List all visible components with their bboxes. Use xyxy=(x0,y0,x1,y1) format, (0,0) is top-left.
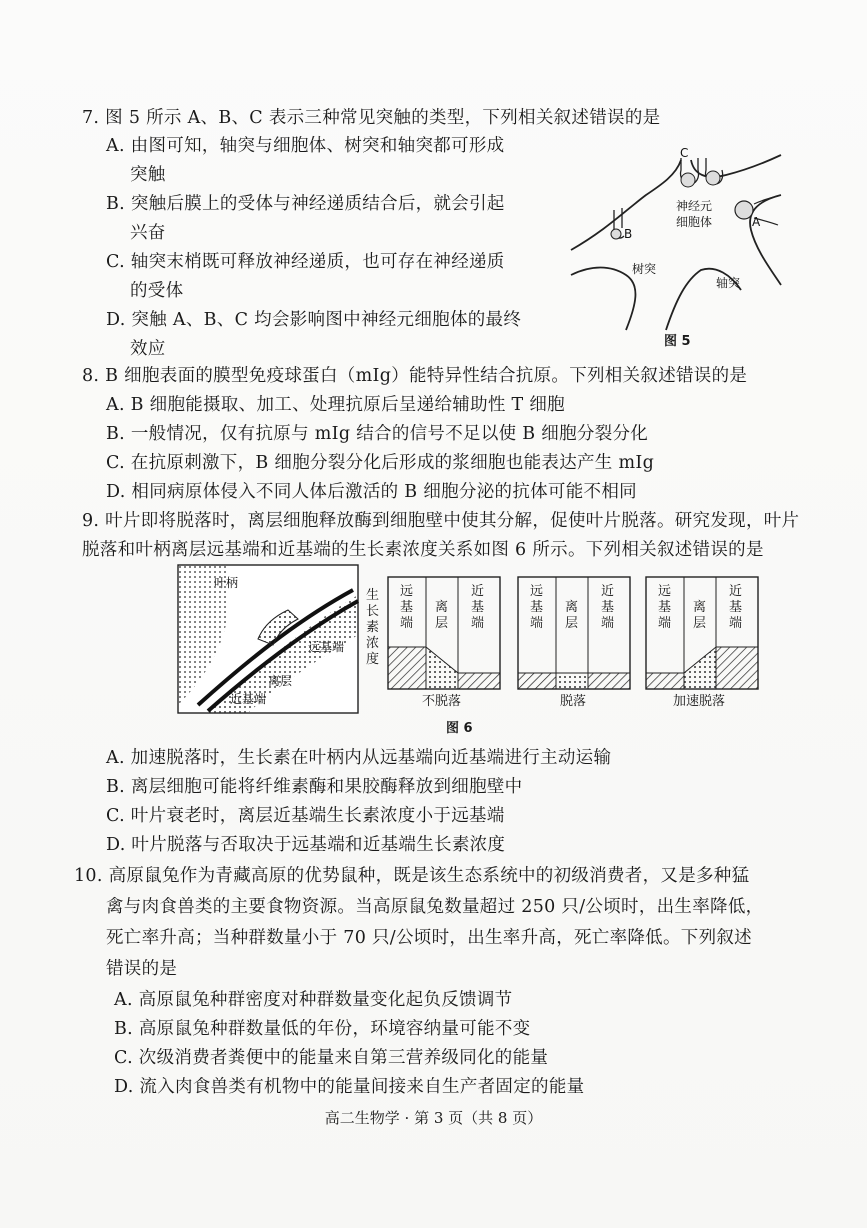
label-soma-2: 细胞体 xyxy=(676,215,713,229)
svg-text:远: 远 xyxy=(400,584,414,599)
label-a: A xyxy=(752,215,761,229)
svg-text:近: 近 xyxy=(601,584,615,599)
label-soma-1: 神经元 xyxy=(676,199,713,213)
q9-option-c: C. 叶片衰老时，离层近基端生长素浓度小于远基端 xyxy=(106,806,505,826)
q7-option-a-cont: 突触 xyxy=(130,165,166,185)
q7-option-a: A. 由图可知，轴突与细胞体、树突和轴突都可形成 xyxy=(106,136,505,156)
q10-option-c: C. 次级消费者粪便中的能量来自第三营养级同化的能量 xyxy=(114,1048,549,1068)
ylabel-growth-hormone xyxy=(366,587,379,667)
q10-stem-4: 错误的是 xyxy=(106,959,178,979)
label-petiole: 叶柄 xyxy=(214,576,239,590)
label-abscission: 离层 xyxy=(268,674,293,688)
q8-option-c: C. 在抗原刺激下，B 细胞分裂分化后形成的浆细胞也能表达产生 mIg xyxy=(106,453,655,473)
svg-text:基: 基 xyxy=(601,600,615,615)
q7-option-c-cont: 的受体 xyxy=(130,281,184,301)
svg-text:基: 基 xyxy=(658,600,672,615)
svg-text:长: 长 xyxy=(366,604,380,619)
label-c: C xyxy=(680,146,689,160)
q8-stem: 8. B 细胞表面的膜型免疫球蛋白（mIg）能特异性结合抗原。下列相关叙述错误的是 xyxy=(82,366,748,386)
panel-abscission xyxy=(518,577,630,709)
panel-no-abscission xyxy=(388,577,500,709)
svg-text:端: 端 xyxy=(658,616,672,631)
svg-text:远: 远 xyxy=(658,584,672,599)
panel-label-2: 脱落 xyxy=(560,694,587,709)
q9-option-a: A. 加速脱落时，生长素在叶柄内从远基端向近基端进行主动运输 xyxy=(106,748,612,768)
panel-label-3: 加速脱落 xyxy=(673,694,726,709)
svg-text:离: 离 xyxy=(565,600,579,615)
q10-stem-1: 10. 高原鼠兔作为青藏高原的优势鼠种，既是该生态系统中的初级消费者，又是多种猛 xyxy=(74,866,750,886)
q8-option-a: A. B 细胞能摄取、加工、处理抗原后呈递给辅助性 T 细胞 xyxy=(106,395,565,415)
svg-text:离: 离 xyxy=(693,600,707,615)
svg-text:端: 端 xyxy=(601,616,615,631)
panel-accelerated-abscission xyxy=(646,577,758,709)
q10-option-b: B. 高原鼠兔种群数量低的年份，环境容纳量可能不变 xyxy=(114,1019,531,1039)
abscission-svg xyxy=(168,555,768,735)
svg-text:离: 离 xyxy=(435,600,449,615)
q7-option-b-cont: 兴奋 xyxy=(130,223,166,243)
svg-text:端: 端 xyxy=(471,616,485,631)
q7-option-d-cont: 效应 xyxy=(130,339,166,359)
svg-text:基: 基 xyxy=(729,600,743,615)
svg-text:基: 基 xyxy=(471,600,485,615)
svg-text:端: 端 xyxy=(400,616,414,631)
q9-stem-1: 9. 叶片即将脱落时，离层细胞释放酶到细胞壁中使其分解，促使叶片脱落。研究发现，叶片 xyxy=(82,511,800,531)
svg-text:端: 端 xyxy=(729,616,743,631)
q10-option-a: A. 高原鼠兔种群密度对种群数量变化起负反馈调节 xyxy=(114,990,513,1010)
q7-stem: 7. 图 5 所示 A、B、C 表示三种常见突触的类型，下列相关叙述错误的是 xyxy=(82,108,661,128)
svg-text:素: 素 xyxy=(366,620,380,635)
q7-option-d: D. 突触 A、B、C 均会影响图中神经元细胞体的最终 xyxy=(106,310,522,330)
label-axon: 轴突 xyxy=(716,276,741,290)
svg-text:层: 层 xyxy=(693,616,707,631)
svg-text:生: 生 xyxy=(366,588,380,603)
svg-text:层: 层 xyxy=(435,616,449,631)
q7-option-c: C. 轴突末梢既可释放神经递质，也可存在神经递质 xyxy=(106,252,505,272)
q9-option-d: D. 叶片脱落与否取决于远基端和近基端生长素浓度 xyxy=(106,835,506,855)
svg-text:层: 层 xyxy=(565,616,579,631)
q9-option-b: B. 离层细胞可能将纤维素酶和果胶酶释放到细胞壁中 xyxy=(106,777,523,797)
label-b: B xyxy=(624,227,633,241)
svg-text:度: 度 xyxy=(366,652,380,667)
q9-stem-2: 脱落和叶柄离层远基端和近基端的生长素浓度关系如图 6 所示。下列相关叙述错误的是 xyxy=(82,540,764,560)
svg-text:基: 基 xyxy=(530,600,544,615)
q10-stem-2: 禽与肉食兽类的主要食物资源。当高原鼠兔数量超过 250 只/公顷时，出生率降低， xyxy=(106,897,764,917)
svg-text:近: 近 xyxy=(471,584,485,599)
svg-text:基: 基 xyxy=(400,600,414,615)
svg-text:远: 远 xyxy=(530,584,544,599)
svg-text:近: 近 xyxy=(729,584,743,599)
figure-6-abscission-diagram xyxy=(168,555,768,735)
q10-option-d: D. 流入肉食兽类有机物中的能量间接来自生产者固定的能量 xyxy=(114,1077,585,1097)
panel-label-1: 不脱落 xyxy=(422,694,462,709)
figure-6-caption: 图 6 xyxy=(446,721,473,736)
label-dendrite: 树突 xyxy=(632,262,657,276)
svg-text:浓: 浓 xyxy=(366,636,380,651)
q10-stem-3: 死亡率升高；当种群数量小于 70 只/公顷时，出生率升高，死亡率降低。下列叙述 xyxy=(106,928,752,948)
svg-text:端: 端 xyxy=(530,616,544,631)
neuron-svg xyxy=(566,140,786,350)
q8-option-b: B. 一般情况，仅有抗原与 mIg 结合的信号不足以使 B 细胞分裂分化 xyxy=(106,424,649,444)
label-distal: 远基端 xyxy=(308,640,345,654)
page-footer: 高二生物学 · 第 3 页（共 8 页） xyxy=(324,1109,543,1127)
label-proximal: 近基端 xyxy=(230,692,267,706)
figure-5-caption: 图 5 xyxy=(664,334,691,349)
q7-option-b: B. 突触后膜上的受体与神经递质结合后，就会引起 xyxy=(106,194,505,214)
figure-5-neuron-diagram xyxy=(566,140,786,350)
q8-option-d: D. 相同病原体侵入不同人体后激活的 B 细胞分泌的抗体可能不相同 xyxy=(106,482,637,502)
